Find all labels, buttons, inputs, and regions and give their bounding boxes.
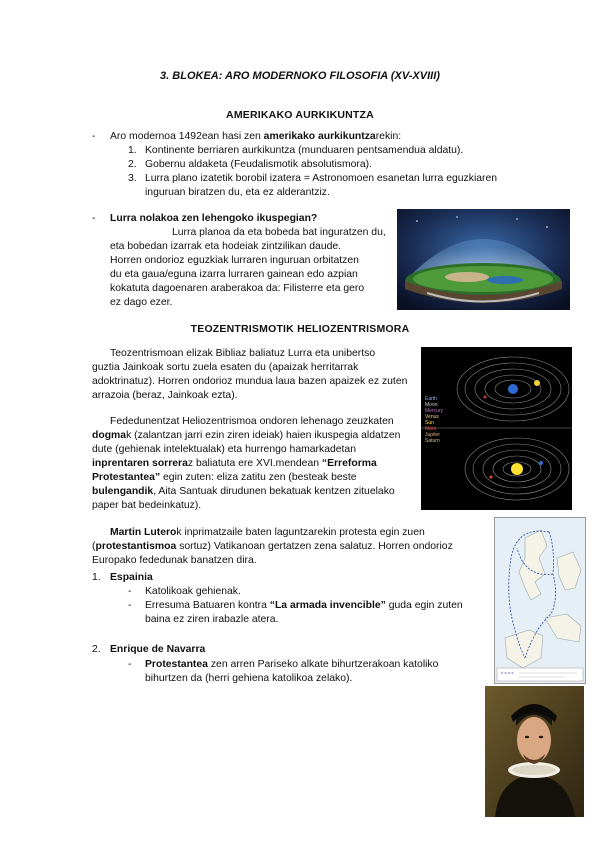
text-run: zen arren Pariseko alkate bihurtzerakoan katoliko bbox=[207, 659, 439, 670]
text-run: ( bbox=[92, 541, 96, 552]
sub-item bbox=[145, 599, 463, 612]
legend-label: Jupiter bbox=[425, 432, 441, 438]
legend-label: Mercury bbox=[425, 408, 444, 414]
bold-term: inprentaren sorrera bbox=[92, 458, 188, 469]
list-title-espainia: Espainia bbox=[110, 572, 153, 583]
bold-term: Protestantea” bbox=[92, 472, 161, 483]
bold-term: Protestantea bbox=[145, 659, 208, 670]
section-heading-teozentrismo: TEOZENTRISMOTIK HELIOZENTRISMORA bbox=[190, 323, 410, 335]
question-line: kokatuta dagoenaren araberakoa da: Filisterre eta gero bbox=[110, 283, 365, 294]
list-item: Gobernu aldaketa (Feudalismotik absolutismora). bbox=[145, 159, 372, 170]
text-run: k (zalantzan jarri ezin ziren ideiak) haien ikuspegia aldatzen bbox=[126, 430, 401, 441]
planet-legend bbox=[425, 396, 443, 444]
legend-label: Venus bbox=[425, 414, 439, 420]
list-number: 2. bbox=[92, 644, 101, 655]
paragraph-line bbox=[92, 457, 377, 470]
armada-route-map bbox=[494, 517, 586, 684]
page-title: 3. BLOKEA: ARO MODERNOKO FILOSOFIA (XV-XVIII) bbox=[160, 70, 440, 82]
paragraph-line bbox=[92, 485, 395, 498]
section-heading-amerikako: AMERIKAKO AURKIKUNTZA bbox=[226, 109, 374, 121]
bullet-dash: - bbox=[128, 586, 132, 597]
paragraph-line: dute (gehienak intelektualak) eta hurrengo hamarkadetan bbox=[92, 444, 356, 455]
paragraph-line: Fededunentzat Heliozentrismoa ondoren lehenago zeuzkaten bbox=[110, 416, 394, 427]
paragraph-line: paper bat bedeinkatuz). bbox=[92, 500, 202, 511]
intro-text: Aro modernoa 1492ean hasi zen bbox=[110, 131, 264, 142]
list-number: 3. bbox=[128, 173, 137, 184]
bold-term: protestantismoa bbox=[95, 541, 177, 552]
bold-term: bulengandik bbox=[92, 486, 154, 497]
question-line: eta bobedan izarrak eta hodeiak zintzilikan daude. bbox=[110, 241, 342, 252]
bold-term: “La armada invencible” bbox=[269, 600, 386, 611]
sub-item-continued: bihurtzen da (herri gehiena katolikoa zelako). bbox=[145, 673, 353, 684]
list-title-enrique: Enrique de Navarra bbox=[110, 644, 206, 655]
enrique-portrait bbox=[485, 686, 584, 817]
sub-item-continued: baina ez ziren irabazle atera. bbox=[145, 614, 279, 625]
question-line: ez dago ezer. bbox=[110, 297, 173, 308]
bold-term: dogma bbox=[92, 430, 127, 441]
paragraph-line: guztia Jainkoak sortu zuela esaten du (apaizak herritarrak bbox=[92, 362, 359, 373]
paragraph-line bbox=[110, 526, 425, 539]
list-number: 1. bbox=[92, 572, 101, 583]
text-run: Erresuma Batuaren kontra bbox=[145, 600, 270, 611]
question-title: Lurra nolakoa zen lehengoko ikuspegian? bbox=[110, 213, 318, 224]
legend-label: Earth bbox=[425, 396, 437, 402]
text-run: , Aita Santuak dirudunen bekatuak kentzen zituelako bbox=[153, 486, 395, 497]
list-number: 2. bbox=[128, 159, 137, 170]
paragraph-line bbox=[92, 471, 357, 484]
bullet-dash: - bbox=[128, 659, 132, 670]
list-item: Kontinente berriaren aurkikuntza (munduaren pentsamendua aldatu). bbox=[145, 145, 464, 156]
text-run: k inprimatzaile baten laguntzarekin protesta egin zuen bbox=[176, 527, 425, 538]
sub-item bbox=[145, 658, 438, 671]
list-item: Lurra plano izatetik borobil izatera = Astronomoen esanetan lurra eguzkiaren bbox=[145, 173, 498, 184]
question-line: du eta gaua/eguna izarra lurraren gainean edo azpian bbox=[110, 269, 358, 280]
paragraph-line bbox=[92, 429, 400, 442]
legend-label: Saturn bbox=[425, 438, 440, 444]
legend-label: Moon bbox=[425, 402, 438, 408]
bold-term: “Erreforma bbox=[321, 458, 377, 469]
paragraph-line bbox=[92, 540, 453, 553]
text-run: sortuz) Vatikanoan gertatzen zena salatuz. Horren ondorioz bbox=[176, 541, 453, 552]
list-item-continued: inguruan biratzen du, eta ez alderantziz. bbox=[145, 187, 330, 198]
intro-line bbox=[110, 130, 401, 143]
list-number: 1. bbox=[128, 145, 137, 156]
bullet-dash: - bbox=[128, 600, 132, 611]
bold-term: Martin Lutero bbox=[110, 527, 177, 538]
bullet-dash: - bbox=[92, 213, 96, 224]
legend-label: Mars bbox=[425, 426, 437, 432]
intro-bold: amerikako aurkikuntza bbox=[263, 131, 376, 142]
text-run: egin zuten: eliza zatitu zen (besteak beste bbox=[160, 472, 357, 483]
paragraph-line: Teozentrismoan elizak Bibliaz baliatuz Lurra eta unibertso bbox=[110, 348, 376, 359]
sub-item: Katolikoak gehienak. bbox=[145, 586, 241, 597]
question-line: Lurra planoa da eta bobeda bat inguratzen du, bbox=[172, 227, 386, 238]
paragraph-line: adoktrinatuz). Horren ondorioz mundua laua bazen apaizek ez zuten bbox=[92, 376, 408, 387]
bullet-dash: - bbox=[92, 131, 96, 142]
solar-system-diagram bbox=[421, 347, 572, 510]
paragraph-line: arrazoia (beraz, Jainkoak ezta). bbox=[92, 390, 238, 401]
intro-suffix: rekin: bbox=[375, 131, 402, 142]
legend-label: Sun bbox=[425, 420, 434, 426]
paragraph-line: Europako fededunak banatzen dira. bbox=[92, 555, 257, 566]
question-line: Horren ondorioz eguzkiak lurraren inguruan orbitatzen bbox=[110, 255, 359, 266]
flat-earth-image bbox=[397, 209, 570, 310]
text-run: z baliatuta ere XVI.mendean bbox=[187, 458, 322, 469]
text-run: guda egin zuten bbox=[385, 600, 463, 611]
